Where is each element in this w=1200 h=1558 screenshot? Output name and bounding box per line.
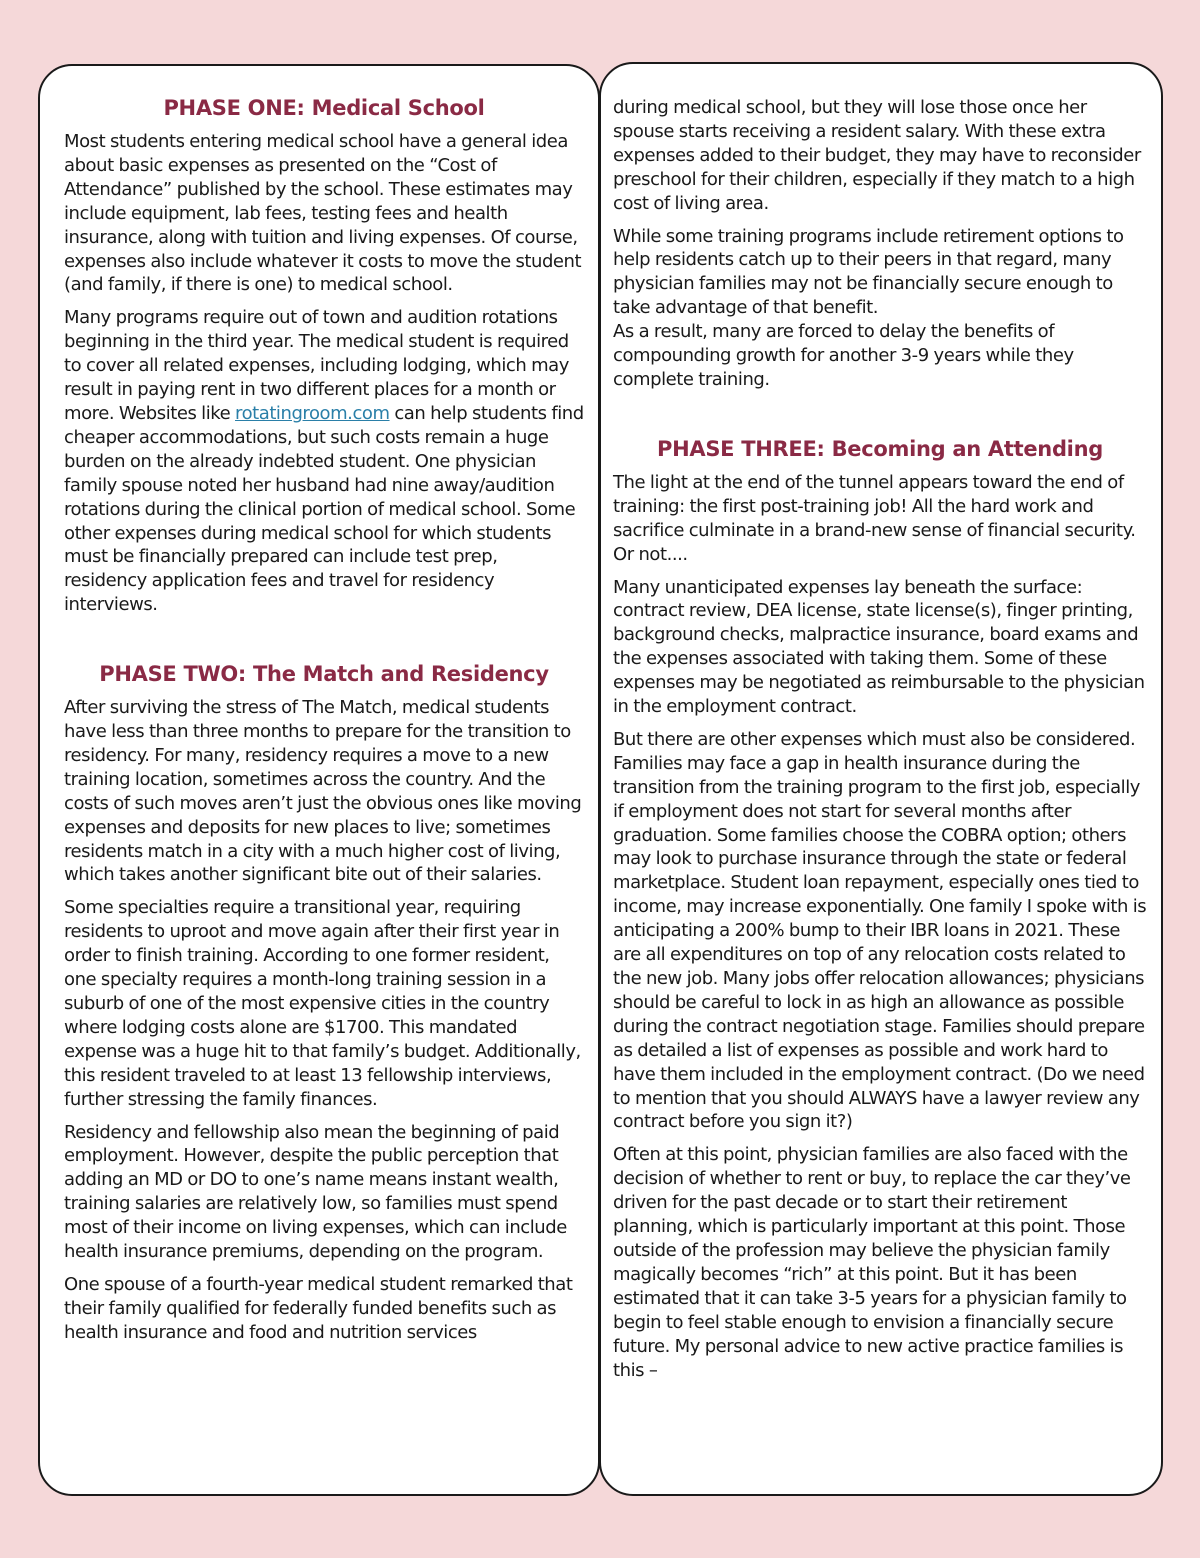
section-gap: [613, 401, 1147, 435]
retirement-paragraph: While some training programs include retirement options to help residents catch up to their peers in that regard, many physician families may not be financially secure enough to take advantage of that benefit.: [613, 225, 1124, 319]
phase-three-paragraph-2: Many unanticipated expenses lay beneath the surface: contract review, DEA license, state license(s), finger printing, background checks, malpractice insurance, board exams and the expenses associated with taking them. Some of these expenses may be negotiated as reimbursable to the physician in the employment contract.: [613, 576, 1145, 718]
phase-two-heading: PHASE TWO: The Match and Residency: [99, 662, 549, 687]
retirement-paragraph-continued: As a result, many are forced to delay the benefits of compounding growth for another 3-9 years while they complete training.: [613, 321, 1074, 390]
left-column-panel: [38, 64, 600, 1496]
phase-two-paragraph-2: Some specialties require a transitional year, requiring residents to uproot and move again after their first year in order to finish training. According to one former resident, one specialty requires a month-long training session in a suburb of one of the most expensive cities in the country where lodging costs alone are $1700. This mandated expense was a huge hit to that family’s budget. Additionally, this resident traveled to at least 13 fellowship interviews, further stressing the family finances.: [64, 897, 581, 1110]
phase-one-paragraph-1: Most students entering medical school have a general idea about basic expenses as presented on the “Cost of Attendance” published by the school. These estimates may include equipment, lab fees, testing fees and health insurance, along with tuition and living expenses. Of course, expenses also include whatever it costs to move the student (and family, if there is one) to medical school.: [64, 131, 582, 296]
right-column-panel: [599, 62, 1163, 1496]
section-gap: [64, 626, 584, 660]
phase-three-paragraph-3: But there are other expenses which must also be considered. Families may face a gap in health insurance during the transition from the training program to the first job, especially if employment does not start for several months after graduation. Some families choose the COBRA option; others may look to purchase insurance through the state or federal marketplace. Student loan repayment, especially ones tied to income, may increase exponentially. One family I spoke with is anticipating a 200% bump to their IBR loans in 2021. These are all expenditures on top of any relocation costs related to the new job. Many jobs offer relocation allowances; physicians should be careful to lock in as high an allowance as possible during the contract negotiation stage. Families should prepare as detailed a list of expenses as possible and work hard to have them included in the employment contract. (Do we need to mention that you should ALWAYS have a lawyer review any contract before you sign it?): [613, 728, 1147, 1133]
paragraph-text: can help students find cheaper accommodations, but such costs remain a huge burden on the already indebted student. One physician family spouse noted her husband had nine away/audition rotations during the clinical portion of medical school. Some other expenses during medical school for which students must be financially prepared can include test prep, residency application fees and travel for residency interviews.: [64, 402, 584, 616]
phase-two-paragraph-4: One spouse of a fourth-year medical student remarked that their family qualified for federally funded benefits such as health insurance and food and nutrition services: [64, 1273, 573, 1343]
phase-three-paragraph-1: The light at the end of the tunnel appears toward the end of training: the first post-training job! All the hard work and sacrifice culminate in a brand-new sense of financial security. Or not....: [613, 471, 1136, 565]
phase-three-heading: PHASE THREE: Becoming an Attending: [657, 436, 1103, 461]
phase-one-paragraph-2: [64, 306, 584, 617]
phase-two-paragraph-3: Residency and fellowship also mean the beginning of paid employment. However, despite the public perception that adding an MD or DO to one’s name means instant wealth, training salaries are relatively low, so families must spend most of their income on living expenses, which can include health insurance premiums, depending on the program.: [64, 1121, 567, 1263]
continued-paragraph: during medical school, but they will lose those once her spouse starts receiving a resident salary. With these extra expenses added to their budget, they may have to reconsider preschool for their children, especially if they match to a high cost of living area.: [613, 97, 1141, 214]
paragraph-text: Many programs require out of town and audition rotations beginning in the third year. The medical student is required to cover all related expenses, including lodging, which may result in paying rent in two different places for a month or more. Websites like: [64, 307, 569, 424]
phase-one-heading: PHASE ONE: Medical School: [163, 96, 485, 120]
phase-three-paragraph-4: Often at this point, physician families are also faced with the decision of whether to rent or buy, to replace the car they’ve driven for the past decade or to start their retirement planning, which is particularly important at this point. Those outside of the profession may believe the physician family magically becomes “rich” at this point. But it has been estimated that it can take 3-5 years for a physician family to begin to feel stable enough to envision a financially secure future. My personal advice to new active practice families is this –: [613, 1144, 1131, 1381]
phase-two-paragraph-1: After surviving the stress of The Match, medical students have less than three months to prepare for the transition to residency. For many, residency requires a move to a new training location, sometimes across the country. And the costs of such moves aren’t just the obvious ones like moving expenses and deposits for new places to live; sometimes residents match in a city with a much higher cost of living, which takes another significant bite out of their salaries.: [64, 697, 582, 886]
rotatingroom-link[interactable]: rotatingroom.com: [235, 402, 390, 424]
